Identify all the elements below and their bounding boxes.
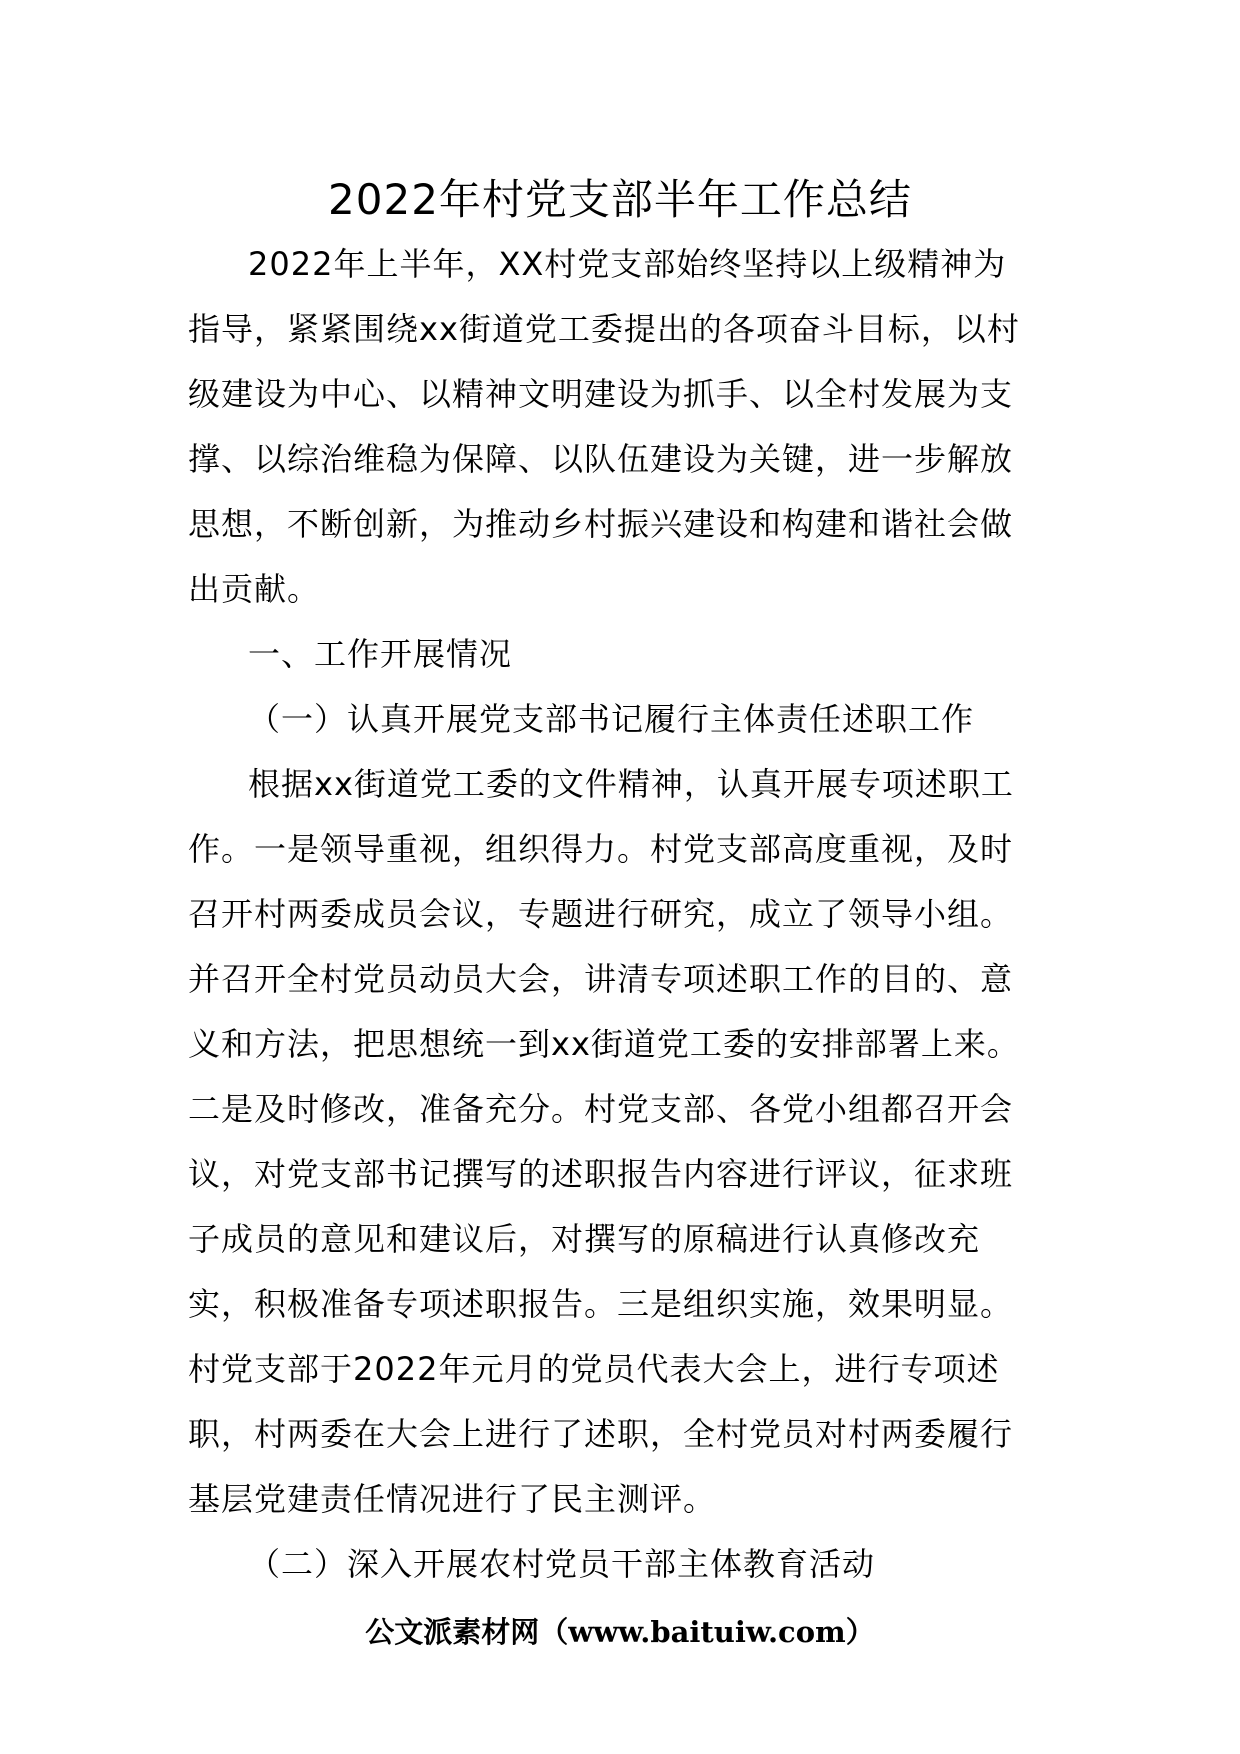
paragraph-line: 实，积极准备专项述职报告。三是组织实施，效果明显。 [188,1285,1014,1323]
paragraph-line: 指导，紧紧围绕xx街道党工委提出的各项奋斗目标，以村 [188,310,1020,348]
paragraph-line: 出贡献。 [188,570,321,608]
paragraph-line: 并召开全村党员动员大会，讲清专项述职工作的目的、意 [188,960,1014,998]
paragraph-line: （二）深入开展农村党员干部主体教育活动 [248,1545,876,1583]
footer-watermark: 公文派素材网（www.baituiw.com） [365,1615,875,1649]
paragraph-line: 2022年上半年，XX村党支部始终坚持以上级精神为 [248,245,1007,283]
paragraph-line: 村党支部于2022年元月的党员代表大会上，进行专项述 [188,1350,1000,1388]
paragraph-line: 思想，不断创新，为推动乡村振兴建设和构建和谐社会做 [188,505,1014,543]
paragraph-line: 二是及时修改，准备充分。村党支部、各党小组都召开会 [188,1090,1014,1128]
paragraph-line: 义和方法，把思想统一到xx街道党工委的安排部署上来。 [188,1025,1020,1063]
paragraph-line: 职，村两委在大会上进行了述职，全村党员对村两委履行 [188,1415,1014,1453]
paragraph-line: 级建设为中心、以精神文明建设为抓手、以全村发展为支 [188,375,1014,413]
paragraph-line: 作。一是领导重视，组织得力。村党支部高度重视，及时 [188,830,1014,868]
paragraph-line: 根据xx街道党工委的文件精神，认真开展专项述职工 [248,765,1014,803]
paragraph-line: 议，对党支部书记撰写的述职报告内容进行评议，征求班 [188,1155,1014,1193]
document-title: 2022年村党支部半年工作总结 [328,175,912,224]
paragraph-line: 基层党建责任情况进行了民主测评。 [188,1480,717,1518]
document-body [188,232,1058,1597]
paragraph-line: 一、工作开展情况 [248,635,513,673]
paragraph-line: 召开村两委成员会议，专题进行研究，成立了领导小组。 [188,895,1014,933]
paragraph-line: （一）认真开展党支部书记履行主体责任述职工作 [248,700,975,738]
paragraph-line: 子成员的意见和建议后，对撰写的原稿进行认真修改充 [188,1220,981,1258]
paragraph-line: 撑、以综治维稳为保障、以队伍建设为关键，进一步解放 [188,440,1014,478]
